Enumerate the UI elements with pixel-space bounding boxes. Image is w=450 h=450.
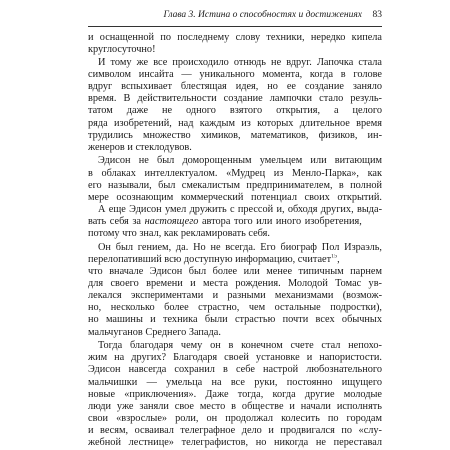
text-fragment: , [337,253,340,265]
text-line [88,216,382,228]
text-line: Эдисон навсегда сохранил в себе настрой любознательного [88,364,382,376]
text-line: люди уже заняли свое место в обществе и начали исполнять [88,400,382,412]
chapter-title: Глава 3. Истина о способностях и достижениях [163,10,362,20]
text-line: женеров и стеклодувов. [88,141,192,153]
text-line: А еще Эдисон умел дружить с прессой и, обходя других, выда- [98,203,382,215]
text-line: ряда изобретений, над каждым из которых длительное время [88,117,382,129]
text-line: что вначале Эдисон был более или менее типичным парнем [88,266,382,277]
footnote-marker: 15 [331,253,338,260]
text-line: мальчуганов Среднего Запада. [88,326,221,338]
text-line: но машины и техника были страстью почти всех обычных [88,314,382,326]
text-line: И тому же все происходило отнюдь не вдруг. Лапочка стала [98,57,382,68]
text-line: и оснащенной по последнему слову техники, нередко кипела [88,32,382,43]
text-line: но, несколько более страстно, чем остальные подростки), [88,302,382,314]
text-line [88,254,382,266]
text-line: жебной лестнице» телеграфистов, но никогда не переставал [88,437,382,448]
text-line: лекался экспериментами и разными механизмами (возмож- [88,290,382,302]
page-number: 83 [372,10,382,20]
text-line: и весям, осваивал телеграфное дело и продвигался по «слу- [88,424,382,436]
text-line: Тогда благодаря чему он в конечном счете стал непохо- [98,340,382,352]
text-line: жим на других? Благодаря своей установке и напористости. [88,352,382,364]
text-fragment: перелопативший всю доступную информацию, считает [88,253,332,265]
text-line: мальчишки — умельца на все руки, постоянно ищущего [88,376,382,388]
text-line: в облаках интеллектуалом. «Мудрец из Менло-Парка», как [88,167,382,179]
text-line: трудились множество химиков, математиков, физиков, ин- [88,129,382,141]
text-line: его называли, был смекалистым предпринимателем, в полной [88,179,382,191]
text-line: татом даже не одного взятого открытия, а целого [88,105,382,117]
text-line: потому что знал, как рекламировать себя. [88,228,270,239]
text-fragment: вать себя за [88,215,141,227]
text-line: время. В действительности создание лампочки стало резуль- [88,93,382,105]
text-line: мере осознающим коммерческий потенциал своих открытий. [88,191,382,203]
text-line: вдруг вспыхивает блестящая идея, но ее создание заняло [88,81,382,93]
header-rule [88,26,382,27]
text-line: символом инсайта — уникального момента, когда в голове [88,69,382,81]
text-line: свои «взрослые» роли, он продолжал колесить по городам [88,412,382,424]
text-fragment: автора того или иного изобретения, [201,215,362,227]
text-line: Он был гением, да. Но не всегда. Его биограф Пол Израэль, [98,241,382,253]
text-line: Эдисон не был доморощенным умельцем или витающим [98,155,382,167]
emphasis-text: настоящего [144,215,199,227]
text-line: новые «приключения». Даже тогда, когда другие молодые [88,388,382,400]
running-head [88,10,382,26]
text-line: круглосуточно! [88,44,156,56]
text-line: для своего времени и места рождения. Молодой Томас ув- [88,278,382,290]
